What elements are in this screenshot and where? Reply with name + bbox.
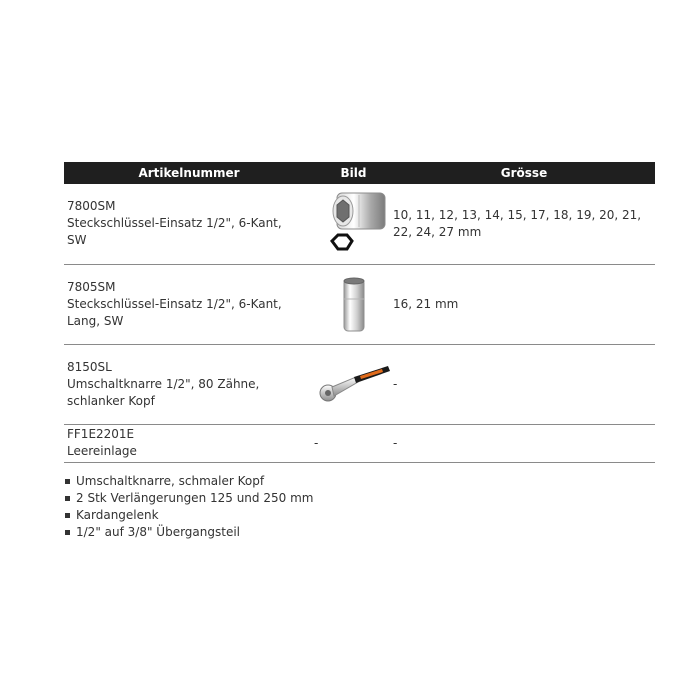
table-header-row	[64, 162, 655, 184]
feature-list	[64, 473, 655, 541]
header-image: Bild	[314, 162, 393, 184]
size-cell	[393, 184, 655, 264]
size-cell	[393, 264, 655, 344]
table-row	[64, 184, 655, 264]
article-number: 7800SM	[67, 199, 116, 214]
bullet-square-icon	[65, 496, 70, 501]
size-cell	[393, 344, 655, 424]
deep-socket-icon	[334, 273, 374, 335]
bullet-square-icon	[65, 513, 70, 518]
article-description: Steckschlüssel-Einsatz 1/2", 6-Kant,	[67, 216, 282, 231]
article-cell	[64, 184, 314, 264]
feature-text: 1/2" auf 3/8" Übergangsteil	[76, 524, 240, 539]
article-number: 8150SL	[67, 359, 112, 374]
article-description: Steckschlüssel-Einsatz 1/2", 6-Kant,	[67, 296, 282, 311]
size-text: 16, 21 mm	[393, 296, 459, 311]
size-text: 22, 24, 27 mm	[393, 224, 482, 239]
article-description: Leereinlage	[67, 444, 137, 458]
size-cell	[393, 424, 655, 462]
list-item	[64, 473, 655, 490]
product-document	[64, 162, 655, 541]
article-description: Umschaltknarre 1/2", 80 Zähne,	[67, 376, 260, 391]
image-cell	[314, 344, 393, 424]
image-cell	[314, 264, 393, 344]
article-cell	[64, 424, 314, 462]
list-item	[64, 524, 655, 541]
bullet-square-icon	[65, 530, 70, 535]
article-number: 7805SM	[67, 279, 116, 294]
article-number: FF1E2201E	[67, 427, 135, 441]
article-description: schlanker Kopf	[67, 393, 155, 408]
feature-text: Umschaltknarre, schmaler Kopf	[76, 473, 265, 488]
image-placeholder-text: -	[314, 435, 319, 450]
table-row	[64, 424, 655, 462]
table-row	[64, 264, 655, 344]
ratchet-icon	[316, 362, 392, 406]
article-description: Lang, SW	[67, 313, 124, 328]
article-cell	[64, 264, 314, 344]
image-cell	[314, 424, 393, 462]
header-article: Artikelnummer	[64, 162, 314, 184]
size-text: -	[393, 376, 398, 391]
bullet-square-icon	[65, 479, 70, 484]
product-table	[64, 162, 655, 463]
image-cell	[314, 184, 393, 264]
hex-socket-icon	[319, 187, 389, 261]
feature-text: 2 Stk Verlängerungen 125 und 250 mm	[76, 490, 314, 505]
article-cell	[64, 344, 314, 424]
list-item	[64, 490, 655, 507]
size-text: -	[393, 435, 398, 450]
table-row	[64, 344, 655, 424]
header-size: Grösse	[393, 162, 655, 184]
feature-text: Kardangelenk	[76, 507, 159, 522]
list-item	[64, 507, 655, 524]
article-description: SW	[67, 233, 87, 248]
size-text: 10, 11, 12, 13, 14, 15, 17, 18, 19, 20, 21,	[393, 207, 642, 222]
